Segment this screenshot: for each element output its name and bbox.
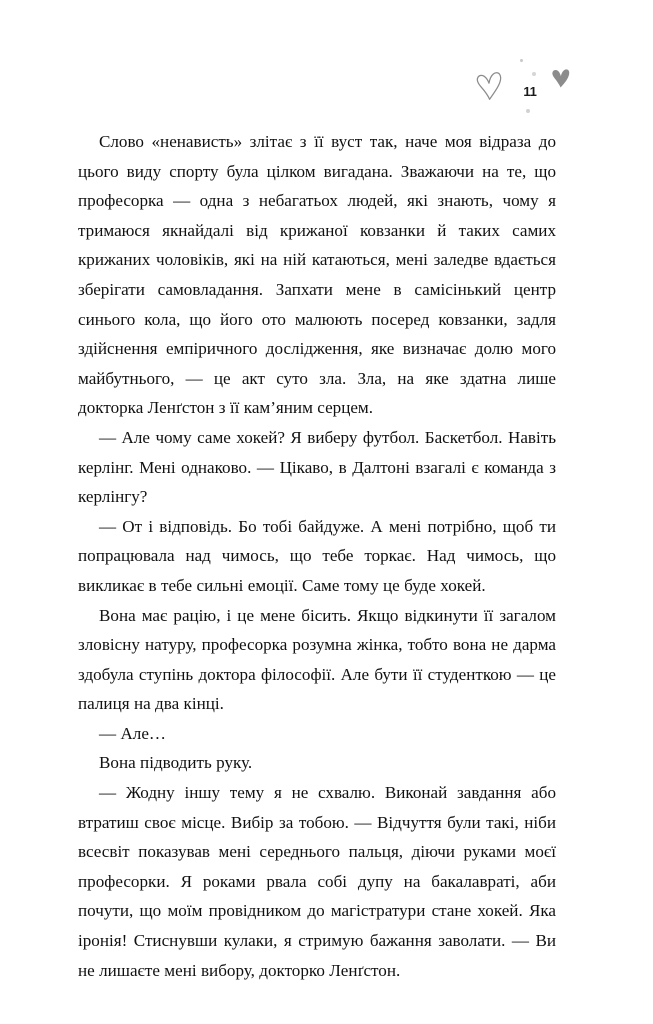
running-head — [470, 58, 590, 114]
page-number: 11 — [523, 84, 537, 99]
paragraph-narration-1: Слово «ненависть» злітає з її вуст так, наче моя відраза до цього виду спорту була цілком вигадана. Зважаючи на те, що професорка — одна з небагатьох людей, які знають, чому я тримаюся якнайдалі від крижаної ковзанки й таких самих крижаних чоловіків, які на ній катаються, мені заледве вдається зберігати самовладання. Запхати мене в самісінький центр синього кола, що його ото малюють посеред ковзанки, задля здійснення емпіричного дослідження, яке визначає долю мого майбутнього, — це акт суто зла. Зла, на яке здатна лише докторка Ленґстон з її кам’яним серцем. — [78, 132, 556, 418]
ornament-dot-bottom — [526, 109, 530, 113]
body-text-block — [78, 127, 556, 985]
heart-filled-icon — [550, 67, 572, 89]
paragraph-dialogue-1: — Але чому саме хокей? Я виберу футбол. Баскетбол. Навіть керлінг. Мені однаково. — Цікаво, в Далтоні взагалі є команда з керлінгу? — [78, 427, 556, 507]
paragraph-narration-3: Вона підводить руку. — [99, 753, 253, 773]
paragraph-narration-2: Вона має рацію, і це мене бісить. Якщо відкинути її загалом зловісну натуру, професорка розумна жінка, тобто вона не дарма здобула ступінь доктора філософії. Але бути її студенткою — це палиця на два кінці. — [78, 605, 556, 714]
heart-outline-icon — [474, 70, 506, 102]
paragraph-dialogue-2: — От і відповідь. Бо тобі байдуже. А мені потрібно, щоб ти попрацювала над чимось, що тебе торкає. Над чимось, що викликає в тебе сильні емоції. Саме тому це буде хокей. — [78, 516, 556, 595]
ornament-dot-top — [520, 59, 523, 62]
paragraph-dialogue-4: — Жодну іншу тему я не схвалю. Виконай завдання або втратиш своє місце. Вибір за тобою. — Відчуття були такі, ніби всесвіт показував мені середнього пальця, діючи руками моєї професорки. Я роками рвала собі дупу на бакалавраті, аби почути, що моїм провідником до магістратури стане хокей. Яка іронія! Стиснувши кулаки, я стримую бажання заволати. — Ви не лишаєте мені вибору, докторко Ленґстон. — [78, 783, 556, 980]
paragraph-dialogue-3: — Але… — [99, 723, 167, 743]
ornament-dot-upper — [532, 72, 536, 76]
